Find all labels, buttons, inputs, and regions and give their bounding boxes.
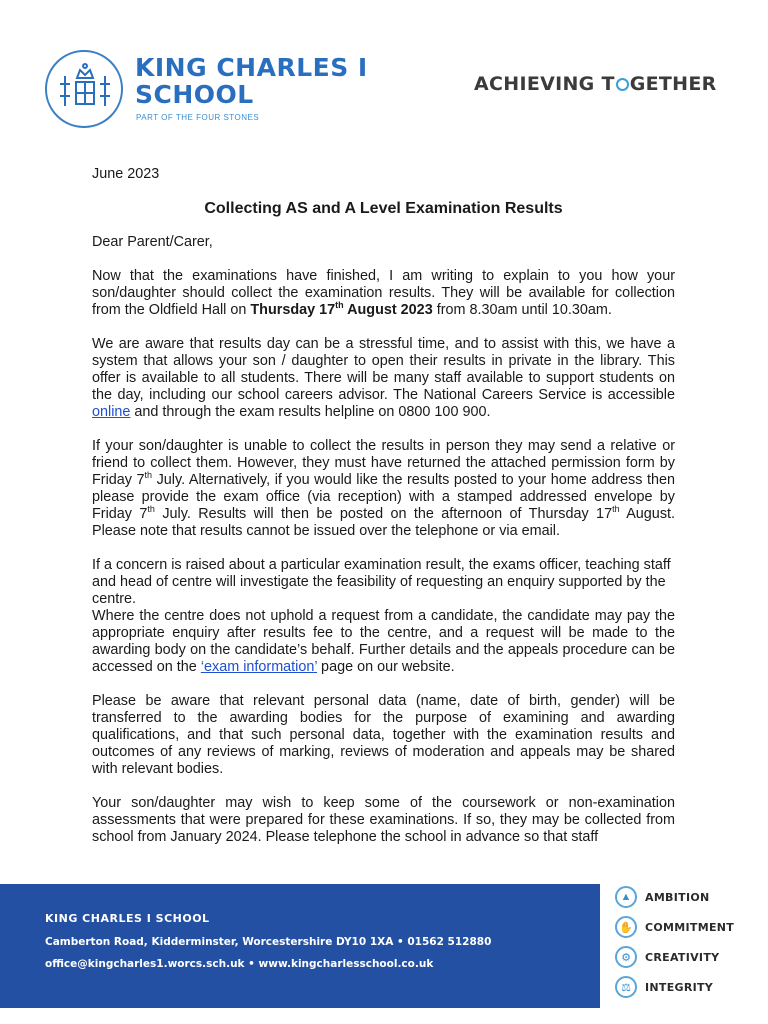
school-name-logo (135, 54, 368, 108)
results-date-sup: th (335, 300, 344, 311)
value-ambition (615, 884, 710, 910)
footer-address: Camberton Road, Kidderminster, Worcestershire DY10 1XA • 01562 512880 (45, 936, 492, 948)
gears-icon: ⚙ (615, 946, 637, 968)
mountain-icon: ▲ (615, 886, 637, 908)
letter-body (92, 166, 675, 863)
value-label: AMBITION (645, 890, 710, 904)
footer-contact: office@kingcharles1.worcs.sch.uk • www.kingcharlesschool.co.uk (45, 958, 434, 970)
p2-text-a: We are aware that results day can be a stressful time, and to assist with this, we have a system that allows your son / daughter to open their results in private in the library. This offer is available to all students. There will be many staff available to support students on the day, including our school careers advisor. The National Careers Service is accessible (92, 336, 675, 403)
value-label: CREATIVITY (645, 950, 720, 964)
p3-text-a: If your son/daughter is unable to collect the results in person they may send a relative or friend to collect them. However, they must have returned the attached permission form by Friday 7 (92, 438, 675, 488)
p3-sup-1: th (144, 470, 153, 481)
school-crest-logo (45, 50, 123, 128)
value-label: INTEGRITY (645, 980, 714, 994)
scales-icon: ⚖ (615, 976, 637, 998)
paragraph-proxy-collection (92, 438, 675, 540)
value-commitment (615, 914, 734, 940)
paragraph-enquiries (92, 557, 675, 676)
p3-text-c: July. Results will then be posted on the afternoon of Thursday 17 (154, 506, 613, 522)
letter-title: Collecting AS and A Level Examination Results (204, 200, 563, 217)
paragraph-support (92, 336, 675, 421)
paragraph-collection (92, 268, 675, 319)
handshake-icon: ✋ (615, 916, 637, 938)
value-integrity (615, 974, 713, 1000)
footer-school-name: KING CHARLES I SCHOOL (45, 912, 210, 925)
p2-text-b: and through the exam results helpline on 0800 100 900. (130, 404, 491, 420)
paragraph-personal-data: Please be aware that relevant personal data (name, date of birth, gender) will be transferred to the awarding bodies for the purpose of examining and awarding qualifications, and that such personal data, together with the examination results and outcomes of any reviews of marking, reviews of moderation and appeals may be shared with relevant bodies. (92, 693, 675, 777)
results-date (250, 302, 432, 318)
letter-date: June 2023 (92, 166, 160, 182)
logo-line-1: KING CHARLES I (135, 53, 368, 82)
crest-icon (47, 52, 121, 126)
p4-text-a: If a concern is raised about a particular examination result, the exams officer, teaching staff and head of centre will investigate the feasibility of requesting an enquiry supported by the centre. (92, 557, 671, 607)
logo-line-2: SCHOOL (135, 80, 254, 109)
letter-footer (0, 884, 768, 1024)
logo-subtitle: PART OF THE FOUR STONES (136, 113, 260, 122)
p3-sup-3: th (612, 504, 620, 515)
results-date-month: August 2023 (343, 302, 433, 318)
salutation: Dear Parent/Carer, (92, 234, 213, 250)
p1-text-b: from 8.30am until 10.30am. (432, 302, 612, 318)
p3-text-b: July. Alternatively, if you would like the results posted to your home address then please provide the exam office (via reception) with a stamped addressed envelope by Friday 7 (92, 472, 675, 522)
p4-text-b: Where the centre does not uphold a request from a candidate, the candidate may pay the appropriate enquiry after results fee to the centre, and a request will be made to the awarding body on the candidate’s behalf. Further details and the appeals procedure can be accessed on the (92, 608, 675, 675)
results-date-day: Thursday 17 (250, 302, 336, 318)
paragraph-coursework: Your son/daughter may wish to keep some of the coursework or non-examination assessments that were prepared for these examinations. If so, they may be collected from school from January 2024. Please telephone the school in advance so that staff (92, 795, 675, 845)
online-link[interactable]: online (92, 404, 131, 420)
footer-contact-band (0, 884, 600, 1008)
tagline (474, 73, 717, 95)
tagline-part-2: GETHER (629, 73, 717, 95)
value-label: COMMITMENT (645, 920, 735, 934)
p3-sup-2: th (147, 504, 155, 515)
tagline-part-1: ACHIEVING T (474, 73, 615, 95)
exam-information-link[interactable]: ‘exam information’ (200, 659, 318, 675)
letterhead (0, 0, 768, 140)
p3-text-d: August. Please note that results cannot be issued over the telephone or via email. (92, 506, 676, 539)
ring-icon (616, 78, 629, 91)
value-creativity (615, 944, 719, 970)
p1-text-a: Now that the examinations have finished, I am writing to explain to you how your son/daughter should collect the examination results. They will be available for collection from the Oldfield Hall on (92, 268, 675, 318)
p4-text-c: page on our website. (317, 659, 455, 675)
